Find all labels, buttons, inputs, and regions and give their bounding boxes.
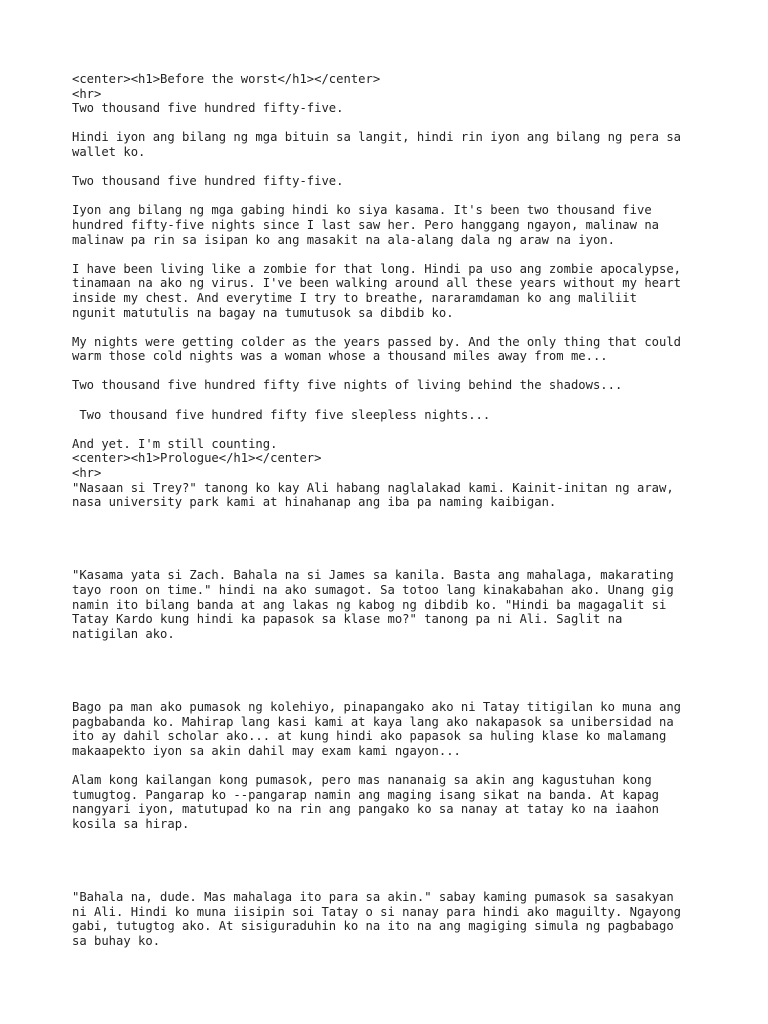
text-line: kosila sa hirap.: [72, 816, 190, 831]
paragraph: [72, 568, 712, 641]
paragraph: [72, 700, 712, 758]
text-line: Bago pa man ako pumasok ng kolehiyo, pinapangako ako ni Tatay titigilan ko muna ang: [72, 699, 682, 714]
text-line: pagbabanda ko. Mahirap lang kasi kami at kaya lang ako nakapasok sa unibersidad na: [72, 714, 674, 729]
paragraph: [72, 101, 712, 116]
text-line: Two thousand five hundred fifty five nights of living behind the shadows...: [72, 378, 623, 393]
text-line: gabi, tutugtog ako. At sisiguraduhin ko na ito na ang magiging simula ng pagbabago: [72, 919, 674, 934]
chapter-heading-markup: [72, 72, 712, 87]
text-line: makaapekto iyon sa akin dahil may exam kami ngayon...: [72, 743, 461, 758]
paragraph: [72, 203, 712, 247]
paragraph: [72, 437, 712, 452]
paragraph: [72, 174, 712, 189]
text-line: nasa university park kami at hinahanap ang iba pa naming kaibigan.: [72, 495, 557, 510]
paragraph: [72, 130, 712, 159]
paragraph: [72, 481, 712, 510]
hr-markup: [72, 87, 712, 102]
text-line: tumugtog. Pangarap ko --pangarap namin ang maging isang sikat na banda. At kapag: [72, 787, 659, 802]
text-line: "Nasaan si Trey?" tanong ko kay Ali habang naglalakad kami. Kainit-initan ng araw,: [72, 480, 674, 495]
text-line: ito ay dahil scholar ako... at kung hindi ako papasok sa huling klase ko malamang: [72, 729, 667, 744]
hr-markup: [72, 466, 712, 481]
text-line: "Bahala na, dude. Mas mahalaga ito para sa akin." sabay kaming pumasok sa sasakyan: [72, 889, 674, 904]
paragraph: [72, 890, 712, 948]
text-line: Two thousand five hundred fifty-five.: [72, 101, 344, 116]
paragraph: [72, 378, 712, 393]
text-line: Two thousand five hundred fifty five sleepless nights...: [72, 407, 491, 422]
text-line: "Kasama yata si Zach. Bahala na si James sa kanila. Basta ang mahalaga, makarating: [72, 568, 674, 583]
text-line: inside my chest. And everytime I try to breathe, nararamdaman ko ang maliliit: [72, 290, 637, 305]
vertical-spacer: [72, 846, 712, 890]
paragraph: [72, 408, 712, 423]
text-line: I have been living like a zombie for that long. Hindi pa uso ang zombie apocalypse,: [72, 261, 682, 276]
text-line: Alam kong kailangan kong pumasok, pero mas nananaig sa akin ang kagustuhan kong: [72, 772, 652, 787]
text-line: <center><h1>Before the worst</h1></center>: [72, 72, 381, 86]
text-line: hundred fifty-five nights since I last saw her. Pero hanggang ngayon, malinaw na: [72, 217, 659, 232]
vertical-spacer: [72, 656, 712, 700]
paragraph: [72, 262, 712, 320]
vertical-spacer: [72, 524, 712, 568]
text-line: malinaw pa rin sa isipan ko ang masakit na ala-alang dala ng araw na iyon.: [72, 232, 615, 247]
chapter-heading-markup: [72, 451, 712, 466]
text-line: Iyon ang bilang ng mga gabing hindi ko siya kasama. It's been two thousand five: [72, 203, 652, 218]
text-line: And yet. I'm still counting.: [72, 436, 278, 451]
paragraph: [72, 773, 712, 831]
text-line: Tatay Kardo kung hindi ka papasok sa klase mo?" tanong pa ni Ali. Saglit na: [72, 612, 623, 627]
document-body: [72, 72, 712, 963]
text-line: sa buhay ko.: [72, 933, 161, 948]
text-line: <center><h1>Prologue</h1></center>: [72, 451, 322, 466]
paragraph: [72, 335, 712, 364]
text-line: ngunit matutulis na bagay na tumutusok sa dibdib ko.: [72, 305, 454, 320]
text-line: <hr>: [72, 466, 102, 481]
text-line: <hr>: [72, 86, 102, 101]
text-line: namin ito bilang banda at ang lakas ng kabog ng dibdib ko. "Hindi ba magagalit si: [72, 597, 667, 612]
text-line: ni Ali. Hindi ko muna iisipin soi Tatay o si nanay para hindi ako maguilty. Ngayong: [72, 904, 682, 919]
text-line: My nights were getting colder as the years passed by. And the only thing that could: [72, 334, 682, 349]
text-line: tinamaan na ako ng virus. I've been walking around all these years without my heart: [72, 276, 682, 291]
text-line: natigilan ako.: [72, 626, 175, 641]
text-line: wallet ko.: [72, 144, 146, 159]
text-line: Two thousand five hundred fifty-five.: [72, 174, 344, 189]
text-line: Hindi iyon ang bilang ng mga bituin sa langit, hindi rin iyon ang bilang ng pera sa: [72, 130, 682, 145]
text-line: tayo roon on time." hindi na ako sumagot. Sa totoo lang kinakabahan ako. Unang gig: [72, 583, 674, 597]
text-line: warm those cold nights was a woman whose a thousand miles away from me...: [72, 349, 608, 364]
text-line: nangyari iyon, matutupad ko na rin ang pangako ko sa nanay at tatay ko na iaahon: [72, 802, 659, 817]
